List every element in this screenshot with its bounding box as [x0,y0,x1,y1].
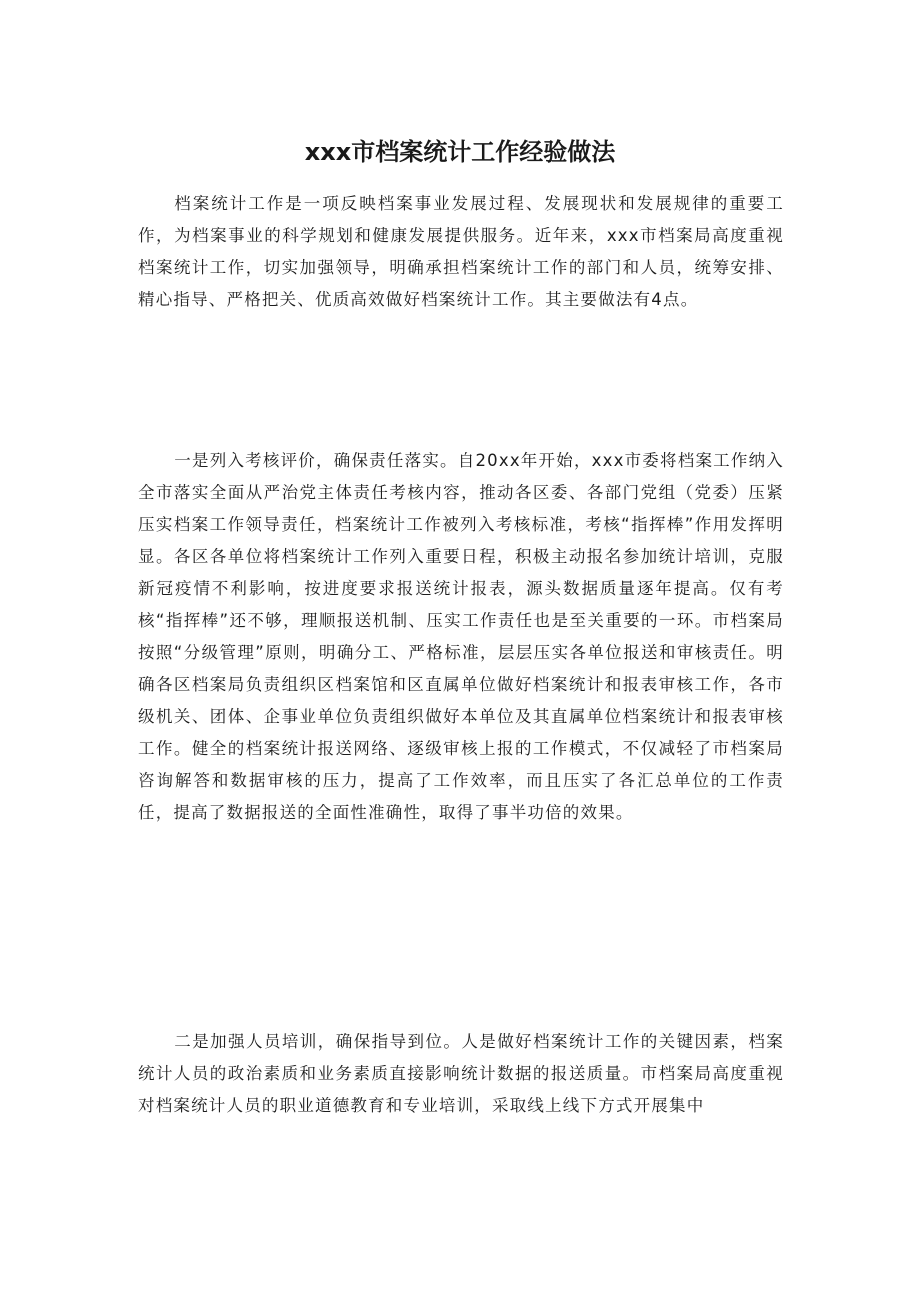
paragraph-point-one: 一是列入考核评价，确保责任落实。自20xx年开始，xxx市委将档案工作纳入全市落实全面从严治党主体责任考核内容，推动各区委、各部门党组（党委）压紧压实档案工作领导责任，档案统计工作被列入考核标准，考核“指挥棒”作用发挥明显。各区各单位将档案统计工作列入重要日程，积极主动报名参加统计培训，克服新冠疫情不利影响，按进度要求报送统计报表，源头数据质量逐年提高。仅有考核“指挥棒”还不够，理顺报送机制、压实工作责任也是至关重要的一环。市档案局按照“分级管理”原则，明确分工、严格标准，层层压实各单位报送和审核责任。明确各区档案局负责组织区档案馆和区直属单位做好档案统计和报表审核工作，各市级机关、团体、企事业单位负责组织做好本单位及其直属单位档案统计和报表审核工作。健全的档案统计报送网络、逐级审核上报的工作模式，不仅减轻了市档案局咨询解答和数据审核的压力，提高了工作效率，而且压实了各汇总单位的工作责任，提高了数据报送的全面性准确性，取得了事半功倍的效果。 [138,451,784,822]
document-title: xxx市档案统计工作经验做法 [304,138,616,166]
paragraph-block [138,1026,784,1122]
paragraph-block [138,445,784,829]
paragraph-point-two: 二是加强人员培训，确保指导到位。人是做好档案统计工作的关键因素，档案统计人员的政治素质和业务素质直接影响统计数据的报送质量。市档案局高度重视对档案统计人员的职业道德教育和专业培训，采取线上线下方式开展集中 [138,1032,784,1115]
paragraph-block [138,188,784,316]
paragraph-intro: 档案统计工作是一项反映档案事业发展过程、发展现状和发展规律的重要工作，为档案事业的科学规划和健康发展提供服务。近年来，xxx市档案局高度重视档案统计工作，切实加强领导，明确承担档案统计工作的部门和人员，统筹安排、精心指导、严格把关、优质高效做好档案统计工作。其主要做法有4点。 [138,194,784,309]
